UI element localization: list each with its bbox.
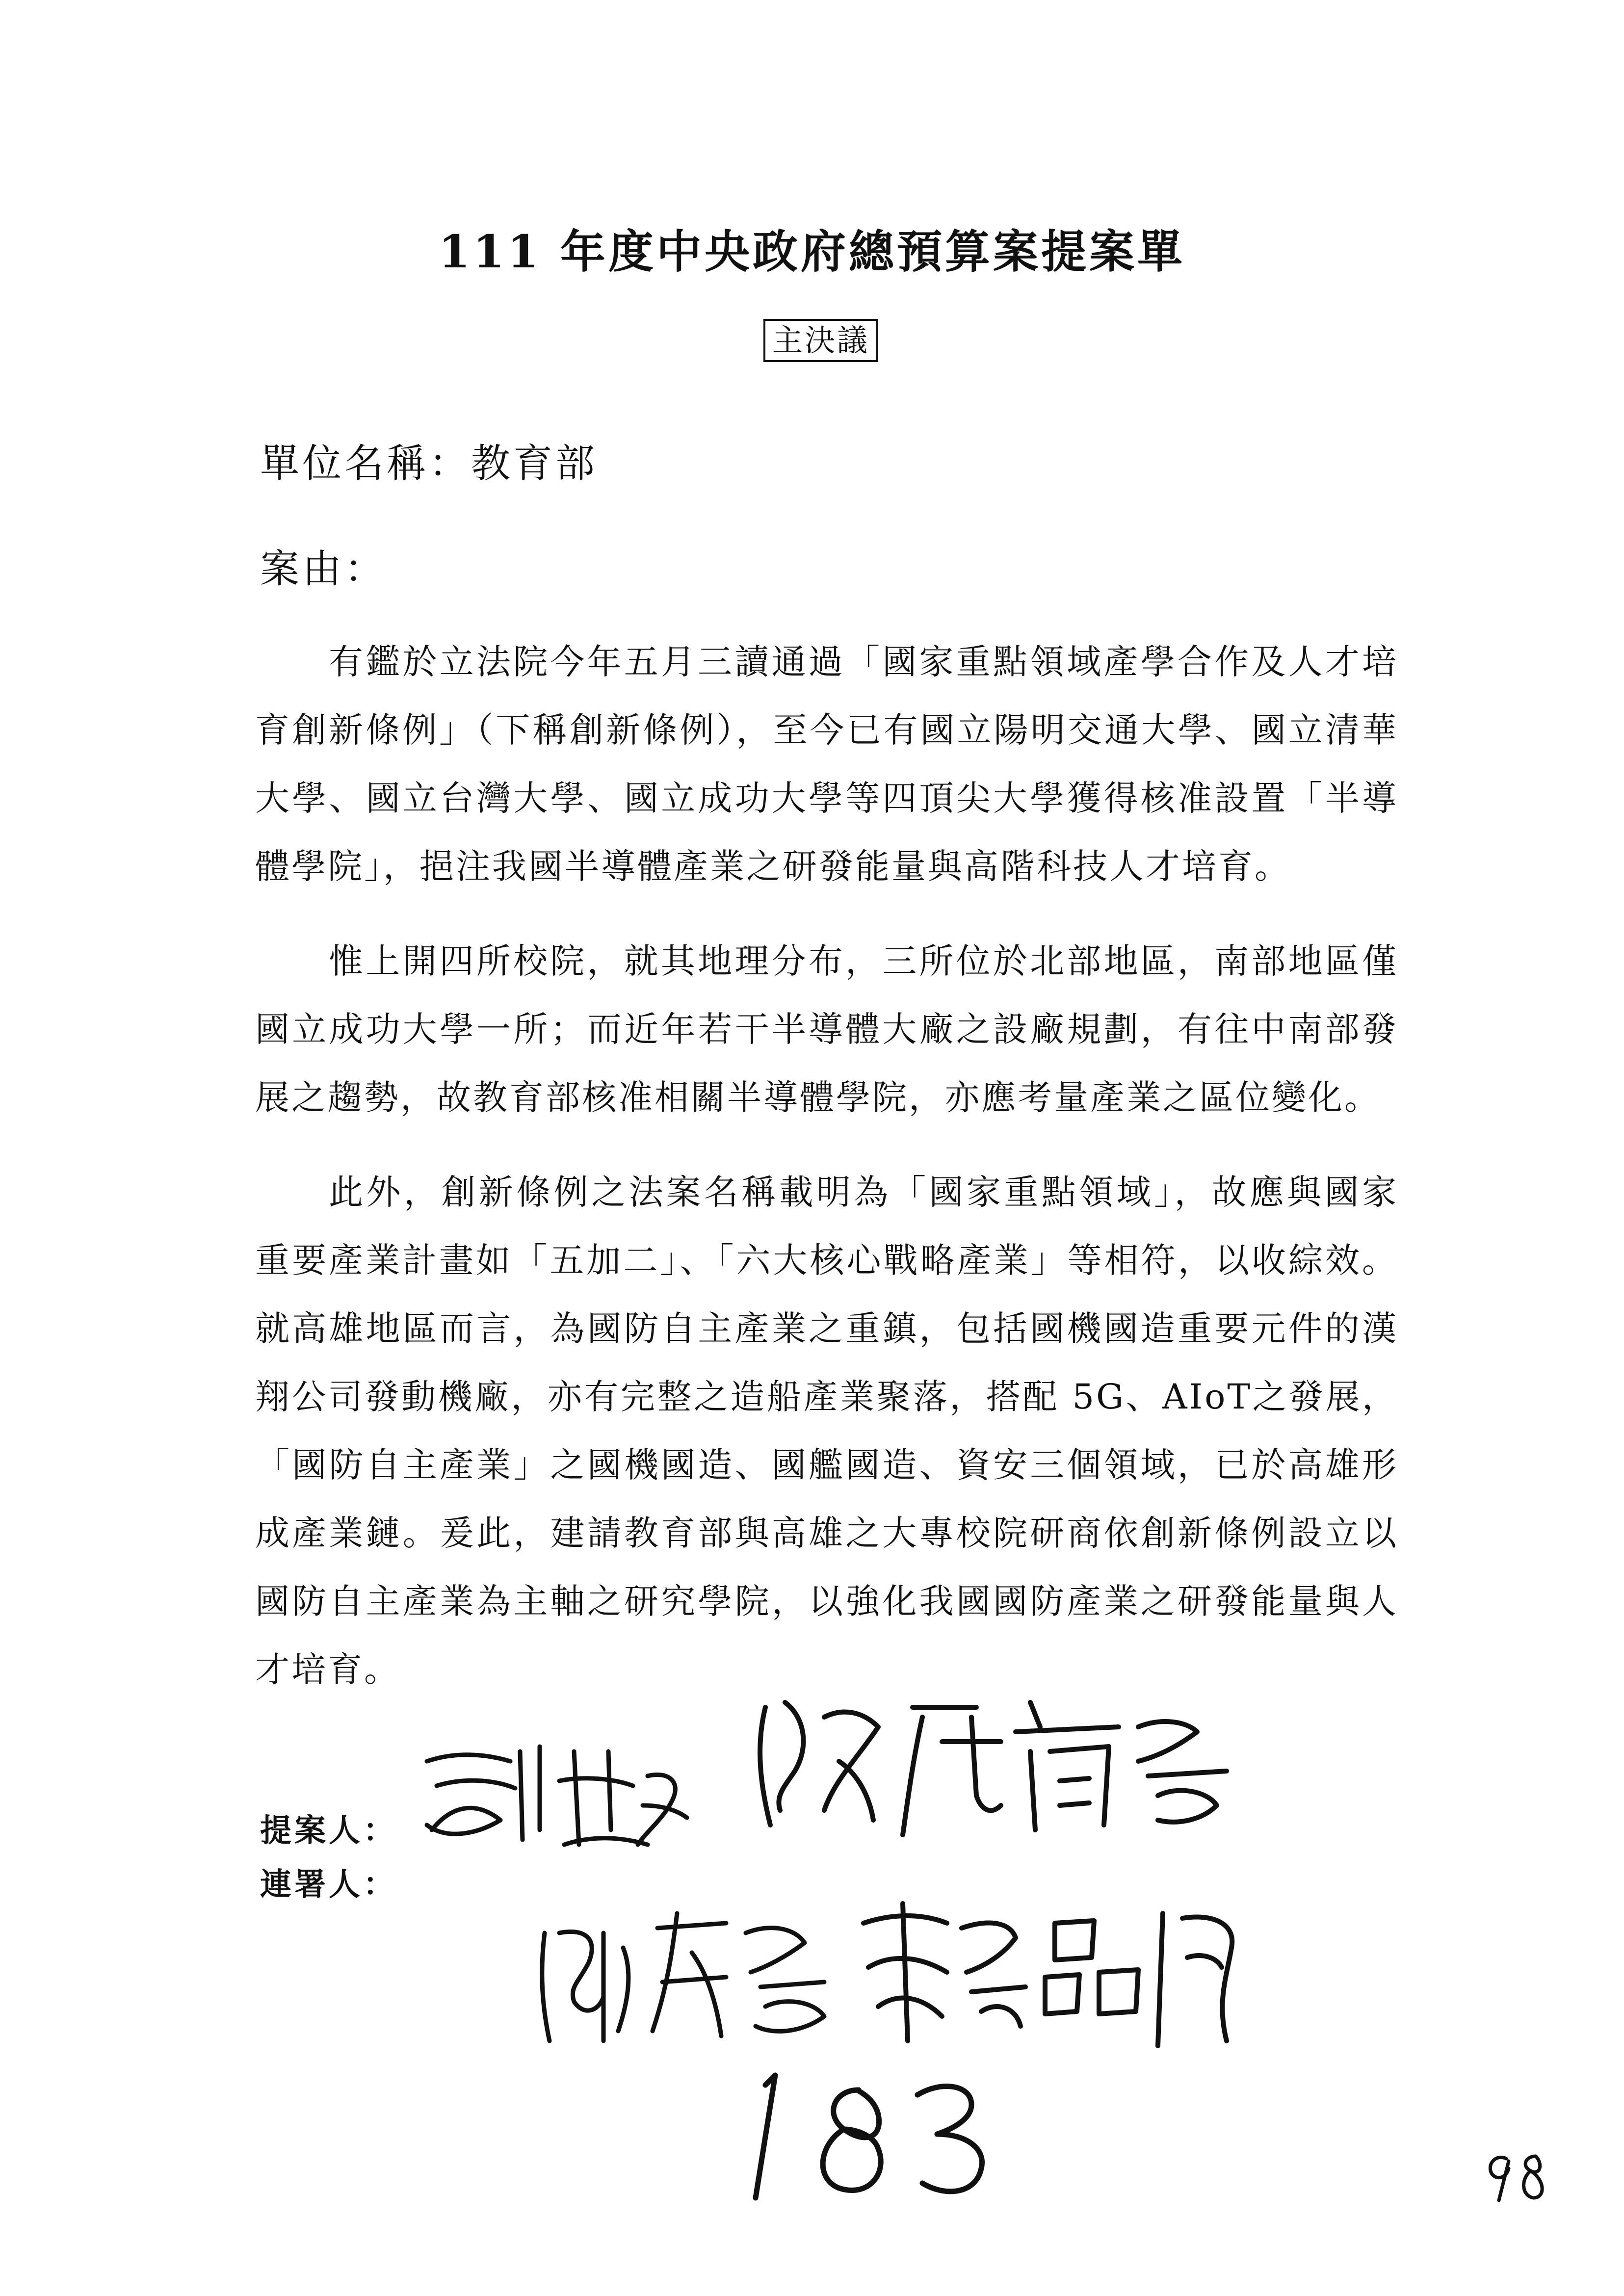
signature-1 — [417, 1732, 692, 1859]
reason-paragraph-1: 有鑑於立法院今年五月三讀通過「國家重點領域產學合作及人才培育創新條例」（下稱創新條例），至今已有國立陽明交通大學、國立清華大學、國立台灣大學、國立成功大學等四頂尖大學獲得核准設置「半導體學院」，挹注我國半導體產業之研發能量與高階科技人才培育。 — [255, 642, 1398, 887]
reason-paragraph-3: 此外，創新條例之法案名稱載明為「國家重點領域」，故應與國家重要產業計畫如「五加二」、「六大核心戰略產業」等相符，以收綜效。就高雄地區而言，為國防自主產業之重鎮，包括國機國造重要元件的漢翔公司發動機廠，亦有完整之造船產業聚落，搭配 5G、AIoT之發展，「國防自主產業」之國機國造、國艦國造、資安三個領域，已於高雄形成產業鏈。爰此，建請教育部與高雄之大專校院研商依創新條例設立以國防自主產業為主軸之研究學院，以強化我國國防產業之研發能量與人才培育。 — [255, 1172, 1398, 1690]
reason-label: 案由： — [260, 546, 387, 592]
document-title: 111 年度中央政府總預算案提案單 — [438, 225, 1186, 278]
signature-3 — [530, 1904, 849, 2051]
proposer-label: 提案人： — [260, 1812, 397, 1849]
page-number — [1477, 2144, 1555, 2208]
handwritten-number — [736, 2061, 1011, 2208]
reason-paragraph-2: 惟上開四所校院，就其地理分布，三所位於北部地區，南部地區僅國立成功大學一所；而近年若干半導體大廠之設廠規劃，有往中南部發展之趨勢，故教育部核准相關半導體學院，亦應考量產業之區位變化。 — [255, 941, 1398, 1118]
cosigner-label: 連署人： — [260, 1866, 397, 1903]
resolution-type-tag: 主決議 — [763, 319, 878, 362]
signature-4 — [849, 1894, 1251, 2061]
reason-body — [255, 628, 1398, 1730]
signature-2 — [746, 1688, 1246, 1845]
unit-name-line: 單位名稱：教育部 — [260, 441, 598, 486]
